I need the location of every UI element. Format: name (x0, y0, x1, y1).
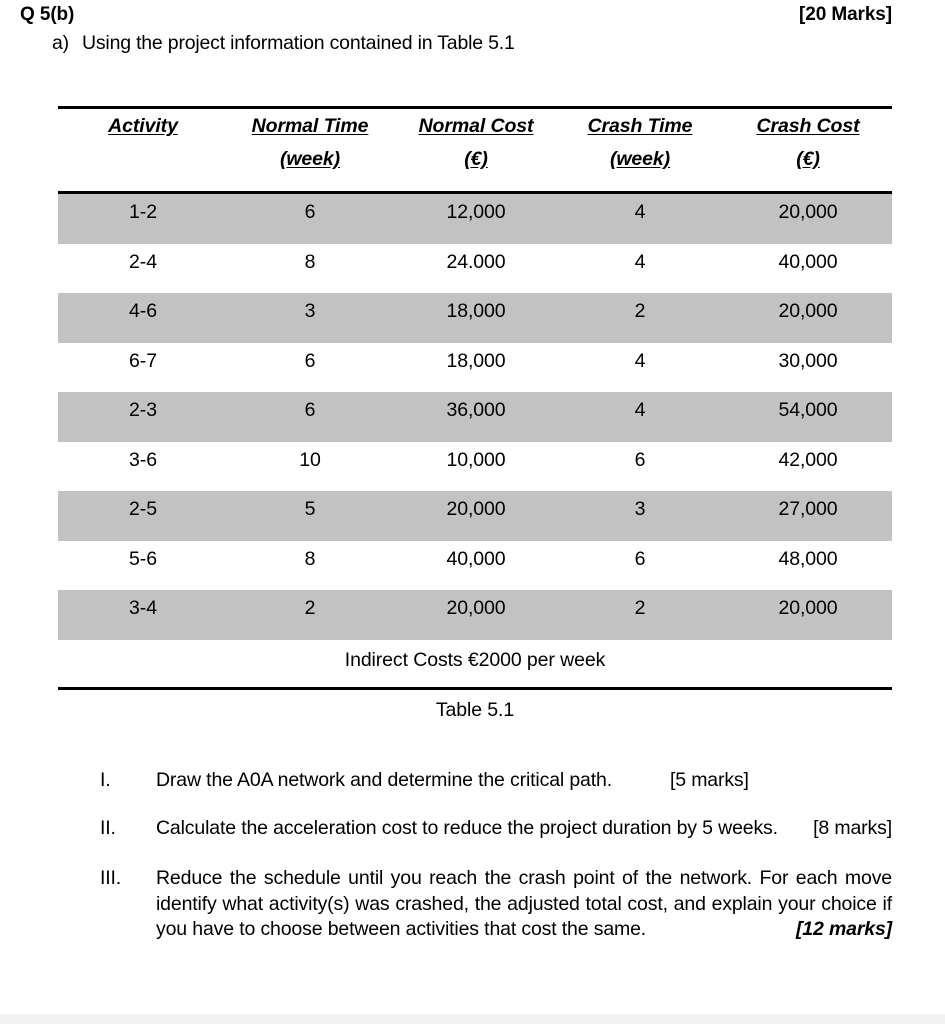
cell-normal-cost: 10,000 (446, 448, 506, 471)
cell-activity: 2-3 (129, 399, 157, 421)
part-a-bullet: a) (52, 32, 69, 54)
table-row (58, 590, 892, 640)
cell-activity: 3-4 (129, 597, 157, 619)
table-row (58, 392, 892, 442)
part-a-instruction (52, 32, 515, 55)
column-unit-crash-time: (week) (609, 148, 671, 170)
table-body (58, 194, 892, 640)
cell-crash-time: 4 (634, 250, 646, 273)
column-unit-normal-cost: (€) (464, 148, 488, 170)
cell-crash-cost: 20,000 (778, 597, 838, 619)
cell-normal-cost: 20,000 (446, 597, 506, 619)
total-marks-label: [20 Marks] (799, 4, 892, 25)
question-item-numeral: III. (100, 867, 122, 889)
table-row (58, 343, 892, 393)
question-item-text: Reduce the schedule until you reach the crash point of the network. For each move identify what activity(s) was crashed, the adjusted total cost, and explain your choice if you have to choose between activities that cost the same. (156, 867, 892, 940)
cell-activity: 2-5 (129, 498, 157, 520)
cell-normal-cost: 12,000 (446, 201, 506, 223)
cell-normal-time: 6 (304, 349, 316, 372)
cell-crash-time: 6 (634, 448, 646, 471)
table-caption: Table 5.1 (435, 698, 515, 721)
question-item-body (156, 768, 892, 794)
table-row (58, 491, 892, 541)
column-unit-normal-time: (week) (279, 148, 341, 170)
question-item-body (156, 866, 892, 943)
cell-normal-time: 8 (304, 547, 316, 570)
question-number-label: Q 5(b) (20, 4, 75, 25)
cell-crash-time: 6 (634, 547, 646, 570)
cell-activity: 2-4 (129, 250, 157, 273)
cell-normal-cost: 24.000 (446, 250, 506, 273)
question-item-marks: [8 marks] (813, 816, 892, 839)
cell-normal-time: 3 (304, 300, 316, 322)
question-item-marks: [5 marks] (669, 769, 749, 791)
question-header (20, 4, 892, 26)
table-row (58, 293, 892, 343)
cell-crash-cost: 30,000 (778, 349, 838, 372)
question-item-text: Calculate the acceleration cost to reduce the project duration by 5 weeks. (156, 816, 778, 839)
question-item (100, 816, 892, 842)
question-item-body (156, 816, 892, 842)
cell-normal-time: 5 (304, 498, 316, 520)
cell-crash-cost: 42,000 (778, 448, 838, 471)
cell-normal-time: 6 (304, 399, 316, 421)
cell-normal-cost: 18,000 (446, 349, 506, 372)
column-header-normal-cost: Normal Cost (418, 115, 534, 137)
cell-normal-time: 8 (304, 250, 316, 273)
table-header-line-1 (58, 115, 892, 148)
question-items-list (100, 768, 892, 963)
cell-activity: 6-7 (129, 349, 157, 372)
question-item (100, 866, 892, 943)
cell-crash-time: 2 (634, 597, 646, 619)
cell-crash-time: 4 (634, 399, 646, 421)
question-item-marks: [12 marks] (795, 918, 892, 940)
question-item-numeral: I. (100, 769, 111, 791)
cell-crash-cost: 20,000 (778, 201, 838, 223)
cell-activity: 4-6 (129, 300, 157, 322)
table-header (58, 109, 892, 191)
cell-activity: 1-2 (129, 201, 157, 223)
question-item (100, 768, 892, 794)
cell-crash-cost: 40,000 (778, 250, 838, 273)
table-header-line-2 (58, 148, 892, 181)
cell-crash-time: 2 (634, 300, 646, 322)
column-header-activity: Activity (108, 115, 178, 137)
cell-activity: 3-6 (129, 448, 157, 471)
cell-crash-time: 4 (634, 349, 646, 372)
column-header-normal-time: Normal Time (251, 115, 369, 137)
column-header-crash-time: Crash Time (587, 115, 693, 137)
cell-normal-cost: 20,000 (446, 498, 506, 520)
question-item-numeral: II. (100, 816, 116, 839)
cell-crash-cost: 48,000 (778, 547, 838, 570)
cell-normal-cost: 36,000 (446, 399, 506, 421)
cell-activity: 5-6 (129, 547, 157, 570)
column-unit-crash-cost: (€) (796, 148, 820, 170)
table-row (58, 541, 892, 591)
question-item-text: Draw the A0A network and determine the critical path. (156, 769, 612, 791)
indirect-costs-note: Indirect Costs €2000 per week (344, 648, 606, 671)
table-row (58, 442, 892, 492)
cell-normal-time: 10 (299, 448, 321, 471)
cell-crash-cost: 20,000 (778, 300, 838, 322)
cell-crash-cost: 27,000 (778, 498, 838, 520)
cell-normal-time: 6 (304, 201, 316, 223)
cell-crash-cost: 54,000 (778, 399, 838, 421)
cell-crash-time: 4 (634, 201, 646, 223)
cell-normal-cost: 18,000 (446, 300, 506, 322)
cell-crash-time: 3 (634, 498, 646, 520)
cell-normal-time: 2 (304, 597, 316, 619)
page-bottom-strip (0, 1014, 945, 1024)
table-row (58, 194, 892, 244)
project-data-table (58, 106, 892, 722)
cell-normal-cost: 40,000 (446, 547, 506, 570)
table-row (58, 244, 892, 294)
column-header-crash-cost: Crash Cost (756, 115, 860, 137)
part-a-text: Using the project information contained in Table 5.1 (82, 32, 515, 54)
